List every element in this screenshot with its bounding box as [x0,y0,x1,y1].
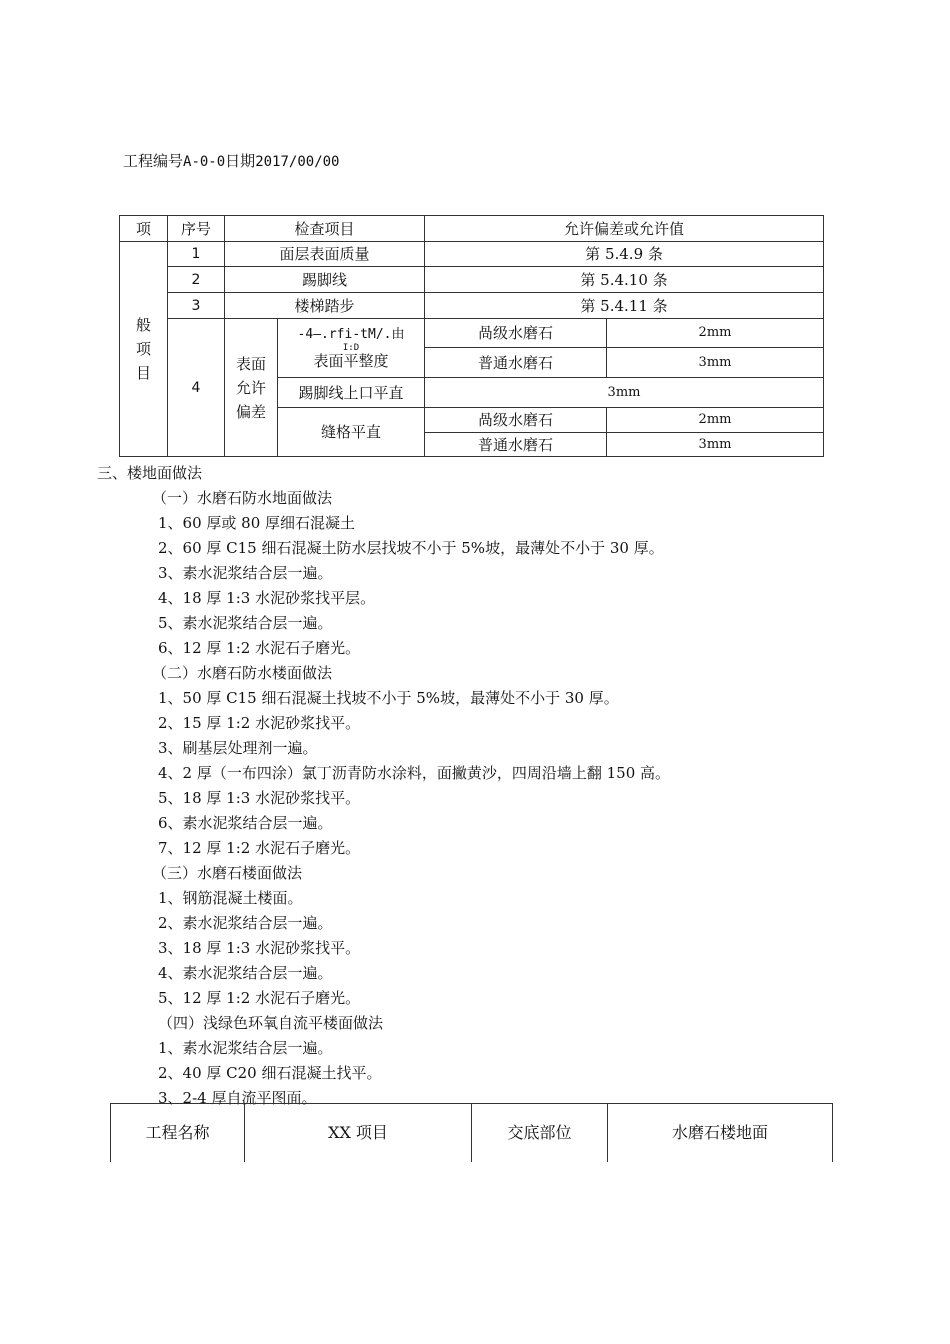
text-line: 6、素水泥浆结合层一遍。 [158,814,333,832]
project-info-table [110,1103,833,1162]
row-category: 表面允许偏差 [225,319,278,457]
text-line: 2、60 厚 C15 细石混凝土防水层找坡不小于 5%坡，最薄处不小于 30 厚。 [158,539,664,557]
project-name: XX 项目 [245,1104,472,1163]
flatness-high-label: 咼级水磨石 [425,319,607,348]
row-value: 第 5.4.9 条 [425,242,824,267]
table-row [120,267,824,293]
text-line: 4、2 厚（一布四涂）氯丁沥青防水涂料，面撇黄沙，四周沿墙上翻 150 高。 [158,764,671,782]
flatness-label: 表面平整度 [313,352,389,370]
joint-normal-label: 普通水磨石 [425,433,607,457]
project-no-label: 工程编号 [123,152,184,170]
flatness-cell [278,319,425,378]
header-tolerance: 允许偏差或允许值 [425,216,824,242]
date-value: 2017/00/00 [255,154,340,170]
flatness-normal-value: 3mm [607,348,824,378]
header-item: 项 [120,216,168,242]
subsection-heading: （二）水磨石防水楼面做法 [152,664,333,682]
text-line: 7、12 厚 1:2 水泥石子磨光。 [158,839,361,857]
row-value: 第 5.4.10 条 [425,267,824,293]
skirting-value: 3mm [425,378,824,408]
text-line: 3、刷基层处理剂一遍。 [158,739,318,757]
row-value: 第 5.4.11 条 [425,293,824,319]
text-line: 2、15 厚 1:2 水泥砂浆找平。 [158,714,361,732]
flatness-high-value: 2mm [607,319,824,348]
text-line: 4、18 厚 1:3 水泥砂浆找平层。 [158,589,376,607]
text-line: 1、素水泥浆结合层一遍。 [158,1039,333,1057]
text-line: 6、12 厚 1:2 水泥石子磨光。 [158,639,361,657]
project-header [123,150,339,171]
inspection-table [119,215,824,457]
text-line: 1、50 厚 C15 细石混凝土找坡不小于 5%坡，最薄处不小于 30 厚。 [158,689,619,707]
text-line: 2、40 厚 C20 细石混凝土找平。 [158,1064,382,1082]
header-no: 序号 [168,216,225,242]
text-line: 5、18 厚 1:3 水泥砂浆找平。 [158,789,361,807]
date-label: 日期 [225,152,256,170]
table-row [120,242,824,267]
joint-normal-value: 3mm [607,433,824,457]
subsection-heading: （一）水磨石防水地面做法 [152,489,333,507]
text-line: 3、素水泥浆结合层一遍。 [158,564,333,582]
subsection-heading: （三）水磨石楼面做法 [152,864,303,882]
table-header-row [120,216,824,242]
text-line: 3、18 厚 1:3 水泥砂浆找平。 [158,939,361,957]
text-line: 4、素水泥浆结合层一遍。 [158,964,333,982]
row-no: 4 [168,319,225,457]
group-label: 般项目 [120,242,168,457]
project-info-row [111,1104,833,1163]
project-no: A-0-0 [183,154,226,170]
row-no: 2 [168,267,225,293]
flatness-garbled: -4—.rfi-tM/.由 [297,327,405,342]
row-item: 踢脚线 [225,267,425,293]
skirting-label: 踢脚线上口平直 [278,378,425,408]
row-item: 楼梯踏步 [225,293,425,319]
text-line: 5、12 厚 1:2 水泥石子磨光。 [158,989,361,1007]
text-line: 1、钢筋混凝土楼面。 [158,889,303,907]
joint-high-label: 咼级水磨石 [425,408,607,433]
location-value: 水磨石楼地面 [608,1104,833,1163]
text-line: 1、60 厚或 80 厚细石混凝土 [158,514,356,532]
project-name-label: 工程名称 [111,1104,245,1163]
joint-high-value: 2mm [607,408,824,433]
flatness-garbled2: I:D [342,343,360,353]
text-line: 5、素水泥浆结合层一遍。 [158,614,333,632]
text-line: 2、素水泥浆结合层一遍。 [158,914,333,932]
section-heading: 三、楼地面做法 [97,464,203,482]
header-check-item: 检查项目 [225,216,425,242]
row-item: 面层表面质量 [225,242,425,267]
row-no: 1 [168,242,225,267]
table-row [120,293,824,319]
subsection-heading: （四）浅绿色环氧自流平楼面做法 [158,1014,384,1032]
flatness-normal-label: 普通水磨石 [425,348,607,378]
joint-label: 缝格平直 [278,408,425,457]
text-line: 3、2-4 厚自流平图面。 [158,1089,317,1107]
table-row [120,319,824,348]
location-label: 交底部位 [472,1104,608,1163]
row-no: 3 [168,293,225,319]
